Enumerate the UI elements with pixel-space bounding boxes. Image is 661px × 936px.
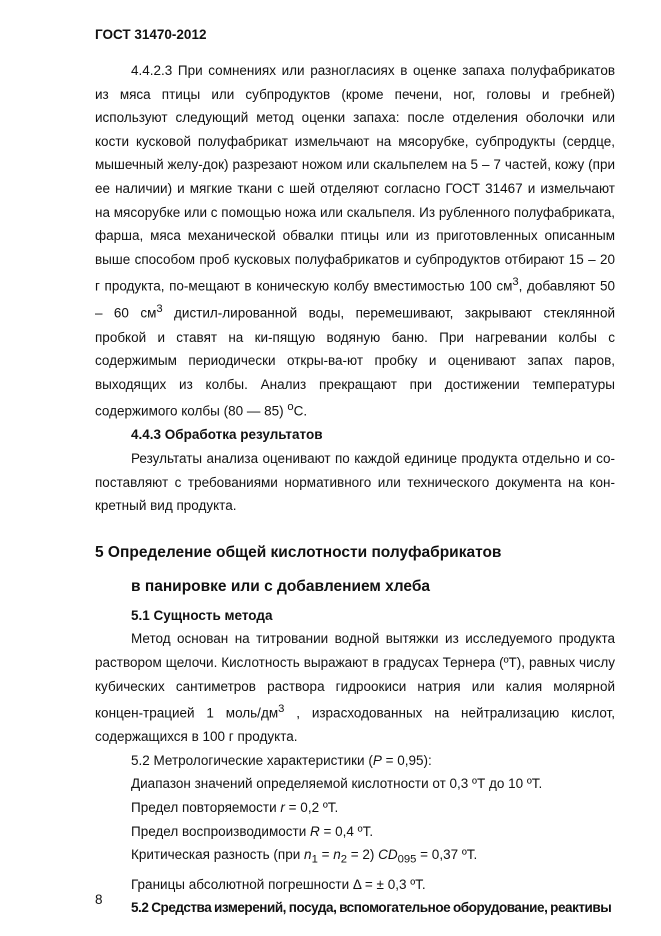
- text: = 2): [347, 847, 379, 863]
- text: Критическая разность (при: [131, 847, 305, 863]
- var-r: r: [280, 800, 285, 816]
- subsection-title-4-4-3: 4.4.3 Обработка результатов: [131, 427, 323, 443]
- superscript: о: [287, 401, 294, 414]
- document-body: [95, 59, 615, 920]
- subsection-title-5-1: 5.1 Сущность метода: [131, 607, 273, 623]
- text: 5.2 Метрологические характеристики (: [131, 752, 373, 768]
- paragraph-text: , добавляют 50 – 60 см: [95, 278, 615, 321]
- text: = 0,2 ºТ.: [284, 800, 339, 816]
- paragraph-text: Метод основан на титровании водной вытяжки из исследуемого продукта раствором щелочи. Кислотность выражают в градусах Тернера (ºТ), равных числу кубических сантиметров раствора гидроокиси натрия или калия молярной концен-трацией 1 моль/дм: [95, 631, 615, 721]
- critical-difference: [95, 843, 615, 872]
- var-p: P: [372, 752, 382, 768]
- acidity-range: Диапазон значений определяемой кислотности от 0,3 ºТ до 10 ºТ.: [131, 776, 543, 792]
- var-n1: n: [304, 847, 312, 863]
- paragraph-text: , израсходованных на нейтрализацию кислот, содержащихся в 100 г продукта.: [95, 705, 615, 745]
- text: = 0,37 ºТ.: [416, 847, 478, 863]
- subscript: 2: [340, 853, 347, 866]
- reproducibility-limit: [95, 820, 615, 844]
- paragraph-text: 4.4.2.3 При сомнениях или разногласиях в оценке запаха полуфабрикатов из мяса птицы или субпродуктов (кроме печени, ног, головы и гребней) используют следующий метод оценки запаха: после отделения оболочки или кости кусковой полуфабрикат измельчают на мясорубке, субпродукты (сердце, мышечный желу-док) разрезают ножом или скальпелем на 5 – 7 частей, кожу (при ее наличии) и мягкие ткани с шей отделяют согласно ГОСТ 31467 и измельчают на мясорубке или с помощью ножа или скальпеля. Из рубленного полуфабриката, фарша, мяса механической обвалки птицы или из приготовленных описанным выше способом проб кусковых полуфабрикатов и субпродуктов отбирают 15 – 20 г продукта, по-мещают в коническую колбу вместимостью 100 см: [95, 63, 615, 294]
- subscript: 095: [397, 853, 417, 866]
- section-title-5: 5 Определение общей кислотности полуфабрикатов: [95, 543, 502, 561]
- section-title-5-line2: в панировке или с добавлением хлеба: [131, 577, 431, 595]
- absolute-error-bounds: Границы абсолютной погрешности Δ = ± 0,3 ºТ.: [131, 876, 426, 892]
- paragraph-text: дистил-лированной воды, перемешивают, закрывают стеклянной пробкой и ставят на ки-пящую водяную баню. При нагревании колбы с содержимым периодически откры-ва-ют пробку и оценивают запах паров, выходящих из колбы. Анализ прекращают при достижении температуры содержимого колбы (80 — 85): [95, 305, 615, 419]
- var-cd: CD: [378, 847, 398, 863]
- text: = 0,95):: [381, 752, 432, 768]
- paragraph-4-4-2-3: [95, 59, 615, 423]
- text: =: [317, 847, 334, 863]
- subscript: 1: [311, 853, 318, 866]
- repeatability-limit: [95, 796, 615, 820]
- document-header: ГОСТ 31470-2012: [95, 27, 207, 42]
- paragraph-text: С.: [293, 403, 308, 419]
- var-n2: n: [333, 847, 341, 863]
- var-R: R: [310, 823, 320, 839]
- text: Предел воспроизводимости: [131, 823, 310, 839]
- subsection-title-5-2-equipment: 5.2 Средства измерений, посуда, вспомогательное оборудование, реактивы: [131, 900, 612, 916]
- superscript: 3: [278, 703, 285, 716]
- superscript: 3: [512, 276, 519, 289]
- metrological-characteristics: [95, 749, 615, 773]
- superscript: 3: [156, 303, 163, 316]
- page-number: 8: [95, 892, 103, 907]
- paragraph-results: Результаты анализа оценивают по каждой единице продукта отдельно и со-поставляют с требованиями нормативного или технического документа на кон-кретный вид продукта.: [95, 451, 615, 514]
- text: Предел повторяемости: [131, 800, 281, 816]
- paragraph-method-principle: [95, 627, 615, 748]
- text: = 0,4 ºТ.: [319, 823, 374, 839]
